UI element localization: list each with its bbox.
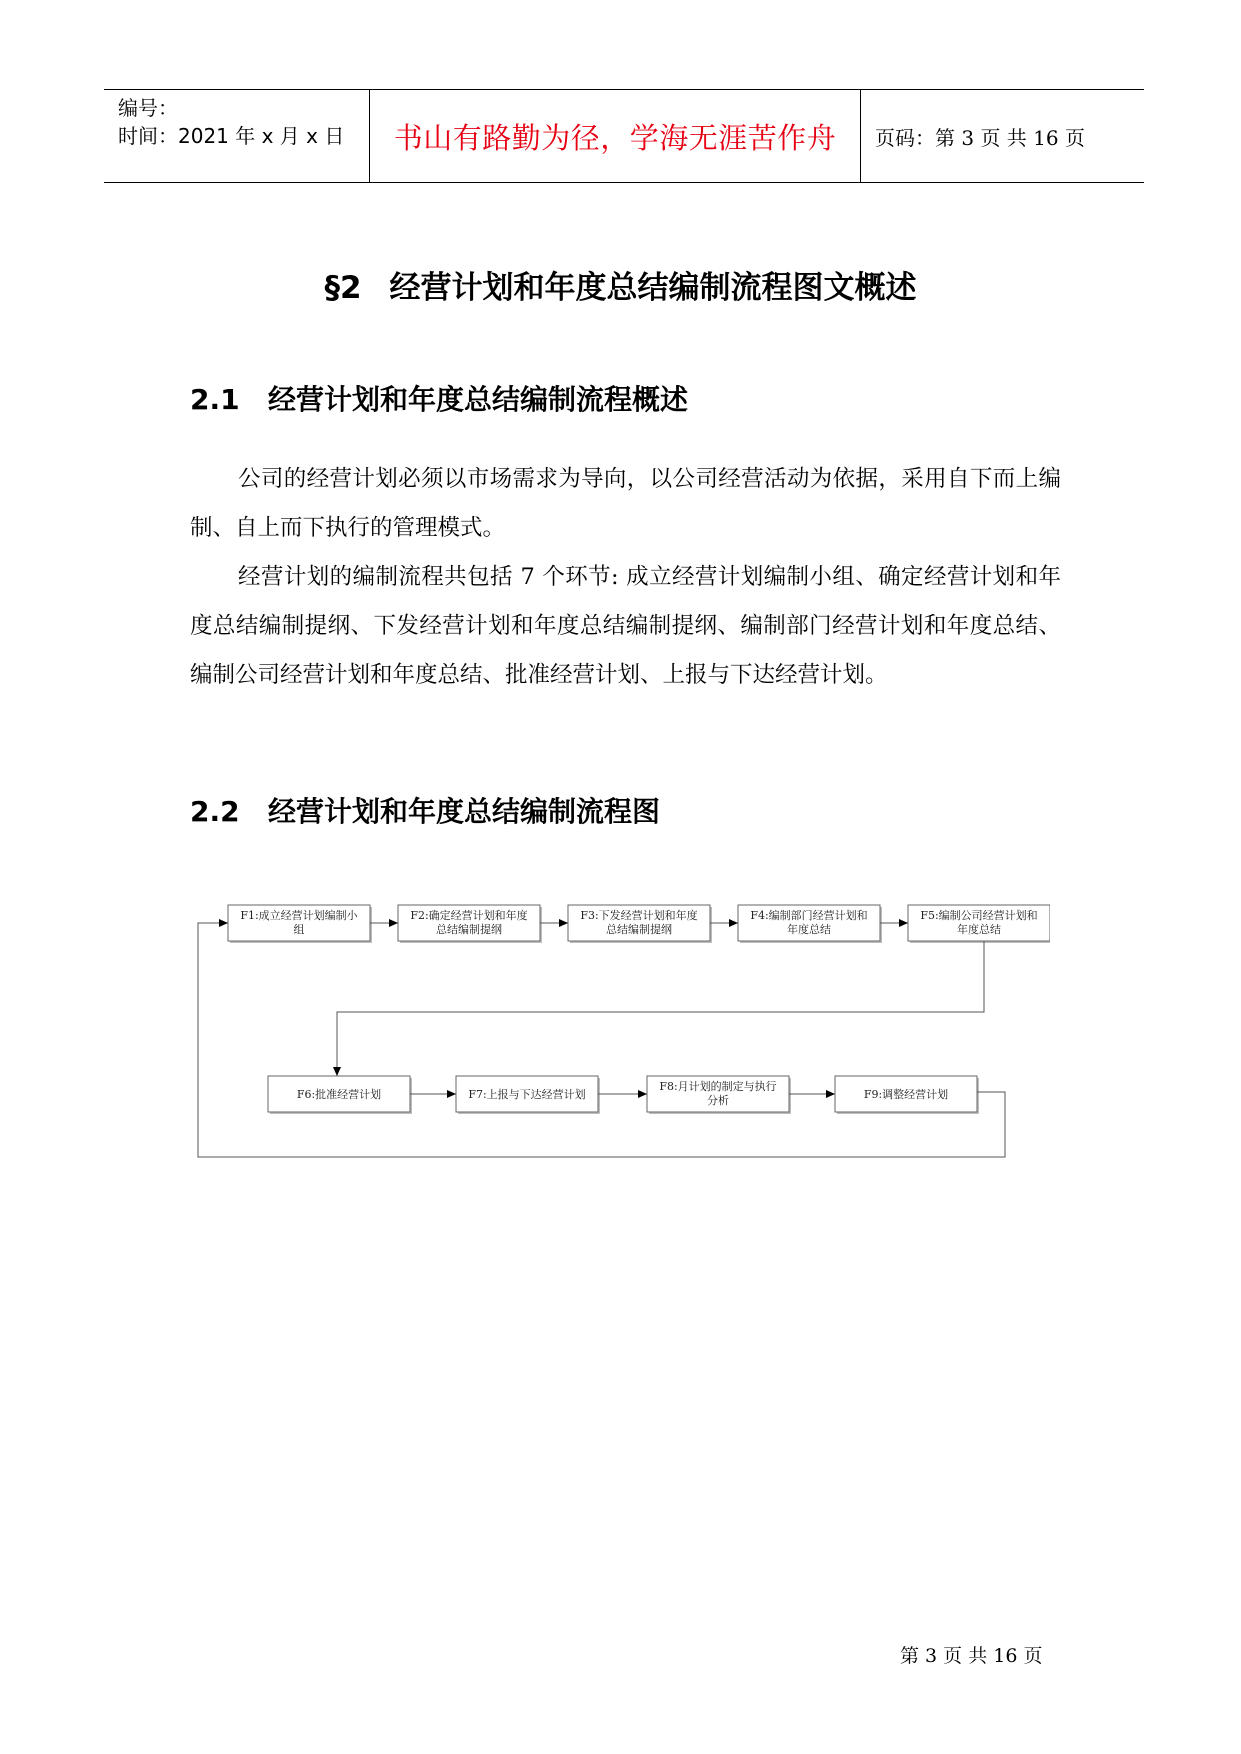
flow-connector xyxy=(337,941,984,1076)
process-box-label: F8:月计划的制定与执行 xyxy=(659,1080,777,1093)
process-box-label: F7:上报与下达经营计划 xyxy=(468,1088,586,1101)
process-box-label: 总结编制提纲 xyxy=(606,923,672,936)
page-header xyxy=(104,89,1144,183)
flow-connector xyxy=(198,923,1005,1157)
section-heading-2-2 xyxy=(190,790,660,830)
process-box-label: 组 xyxy=(293,923,305,936)
process-box-label: 总结编制提纲 xyxy=(436,923,502,936)
header-page-cell xyxy=(861,90,1144,182)
process-box-label: F2:确定经营计划和年度 xyxy=(410,909,528,922)
process-box-label: 年度总结 xyxy=(957,923,1001,936)
process-box-label: F1:成立经营计划编制小 xyxy=(240,909,358,922)
document-time-label: 时间：2021 年 x 月 x 日 xyxy=(118,124,345,148)
section-heading-text: 经营计划和年度总结编制流程图 xyxy=(268,795,661,828)
process-box-label: F5:编制公司经营计划和 xyxy=(920,909,1038,922)
process-flowchart xyxy=(190,885,1050,1175)
process-box-label: F4:编制部门经营计划和 xyxy=(750,909,868,922)
page-footer: 第 3 页 共 16 页 xyxy=(900,1645,1043,1667)
header-motto-cell xyxy=(370,90,861,182)
page-title xyxy=(0,262,1241,307)
page-title-number: §2 xyxy=(324,270,362,306)
process-box-label: 年度总结 xyxy=(787,923,831,936)
paragraph: 公司的经营计划必须以市场需求为导向，以公司经营活动为依据，采用自下而上编制、自上而下执行的管理模式。 xyxy=(190,466,1061,541)
header-meta-cell xyxy=(104,90,370,182)
process-box-label: F9:调整经营计划 xyxy=(863,1088,949,1101)
document-number-label: 编号： xyxy=(118,96,178,120)
section-number: 2.1 xyxy=(190,383,240,416)
section-number: 2.2 xyxy=(190,795,240,828)
process-box-label: F3:下发经营计划和年度 xyxy=(580,909,698,922)
header-page-label: 页码：第 3 页 共 16 页 xyxy=(875,125,1085,150)
section-heading-2-1 xyxy=(190,378,688,418)
page-title-text: 经营计划和年度总结编制流程图文概述 xyxy=(389,270,917,306)
section-heading-text: 经营计划和年度总结编制流程概述 xyxy=(268,383,689,416)
process-box-label: F6:批准经营计划 xyxy=(296,1088,382,1101)
header-motto: 书山有路勤为径，学海无涯苦作舟 xyxy=(393,120,837,155)
process-box-label: 分析 xyxy=(707,1094,729,1107)
paragraph: 经营计划的编制流程共包括 7 个环节: 成立经营计划编制小组、确定经营计划和年度总结编制提纲、下发经营计划和年度总结编制提纲、编制部门经营计划和年度总结、编制公司经营计划和年度总结、批准经营计划、上报与下达经营计划。 xyxy=(190,564,1061,688)
